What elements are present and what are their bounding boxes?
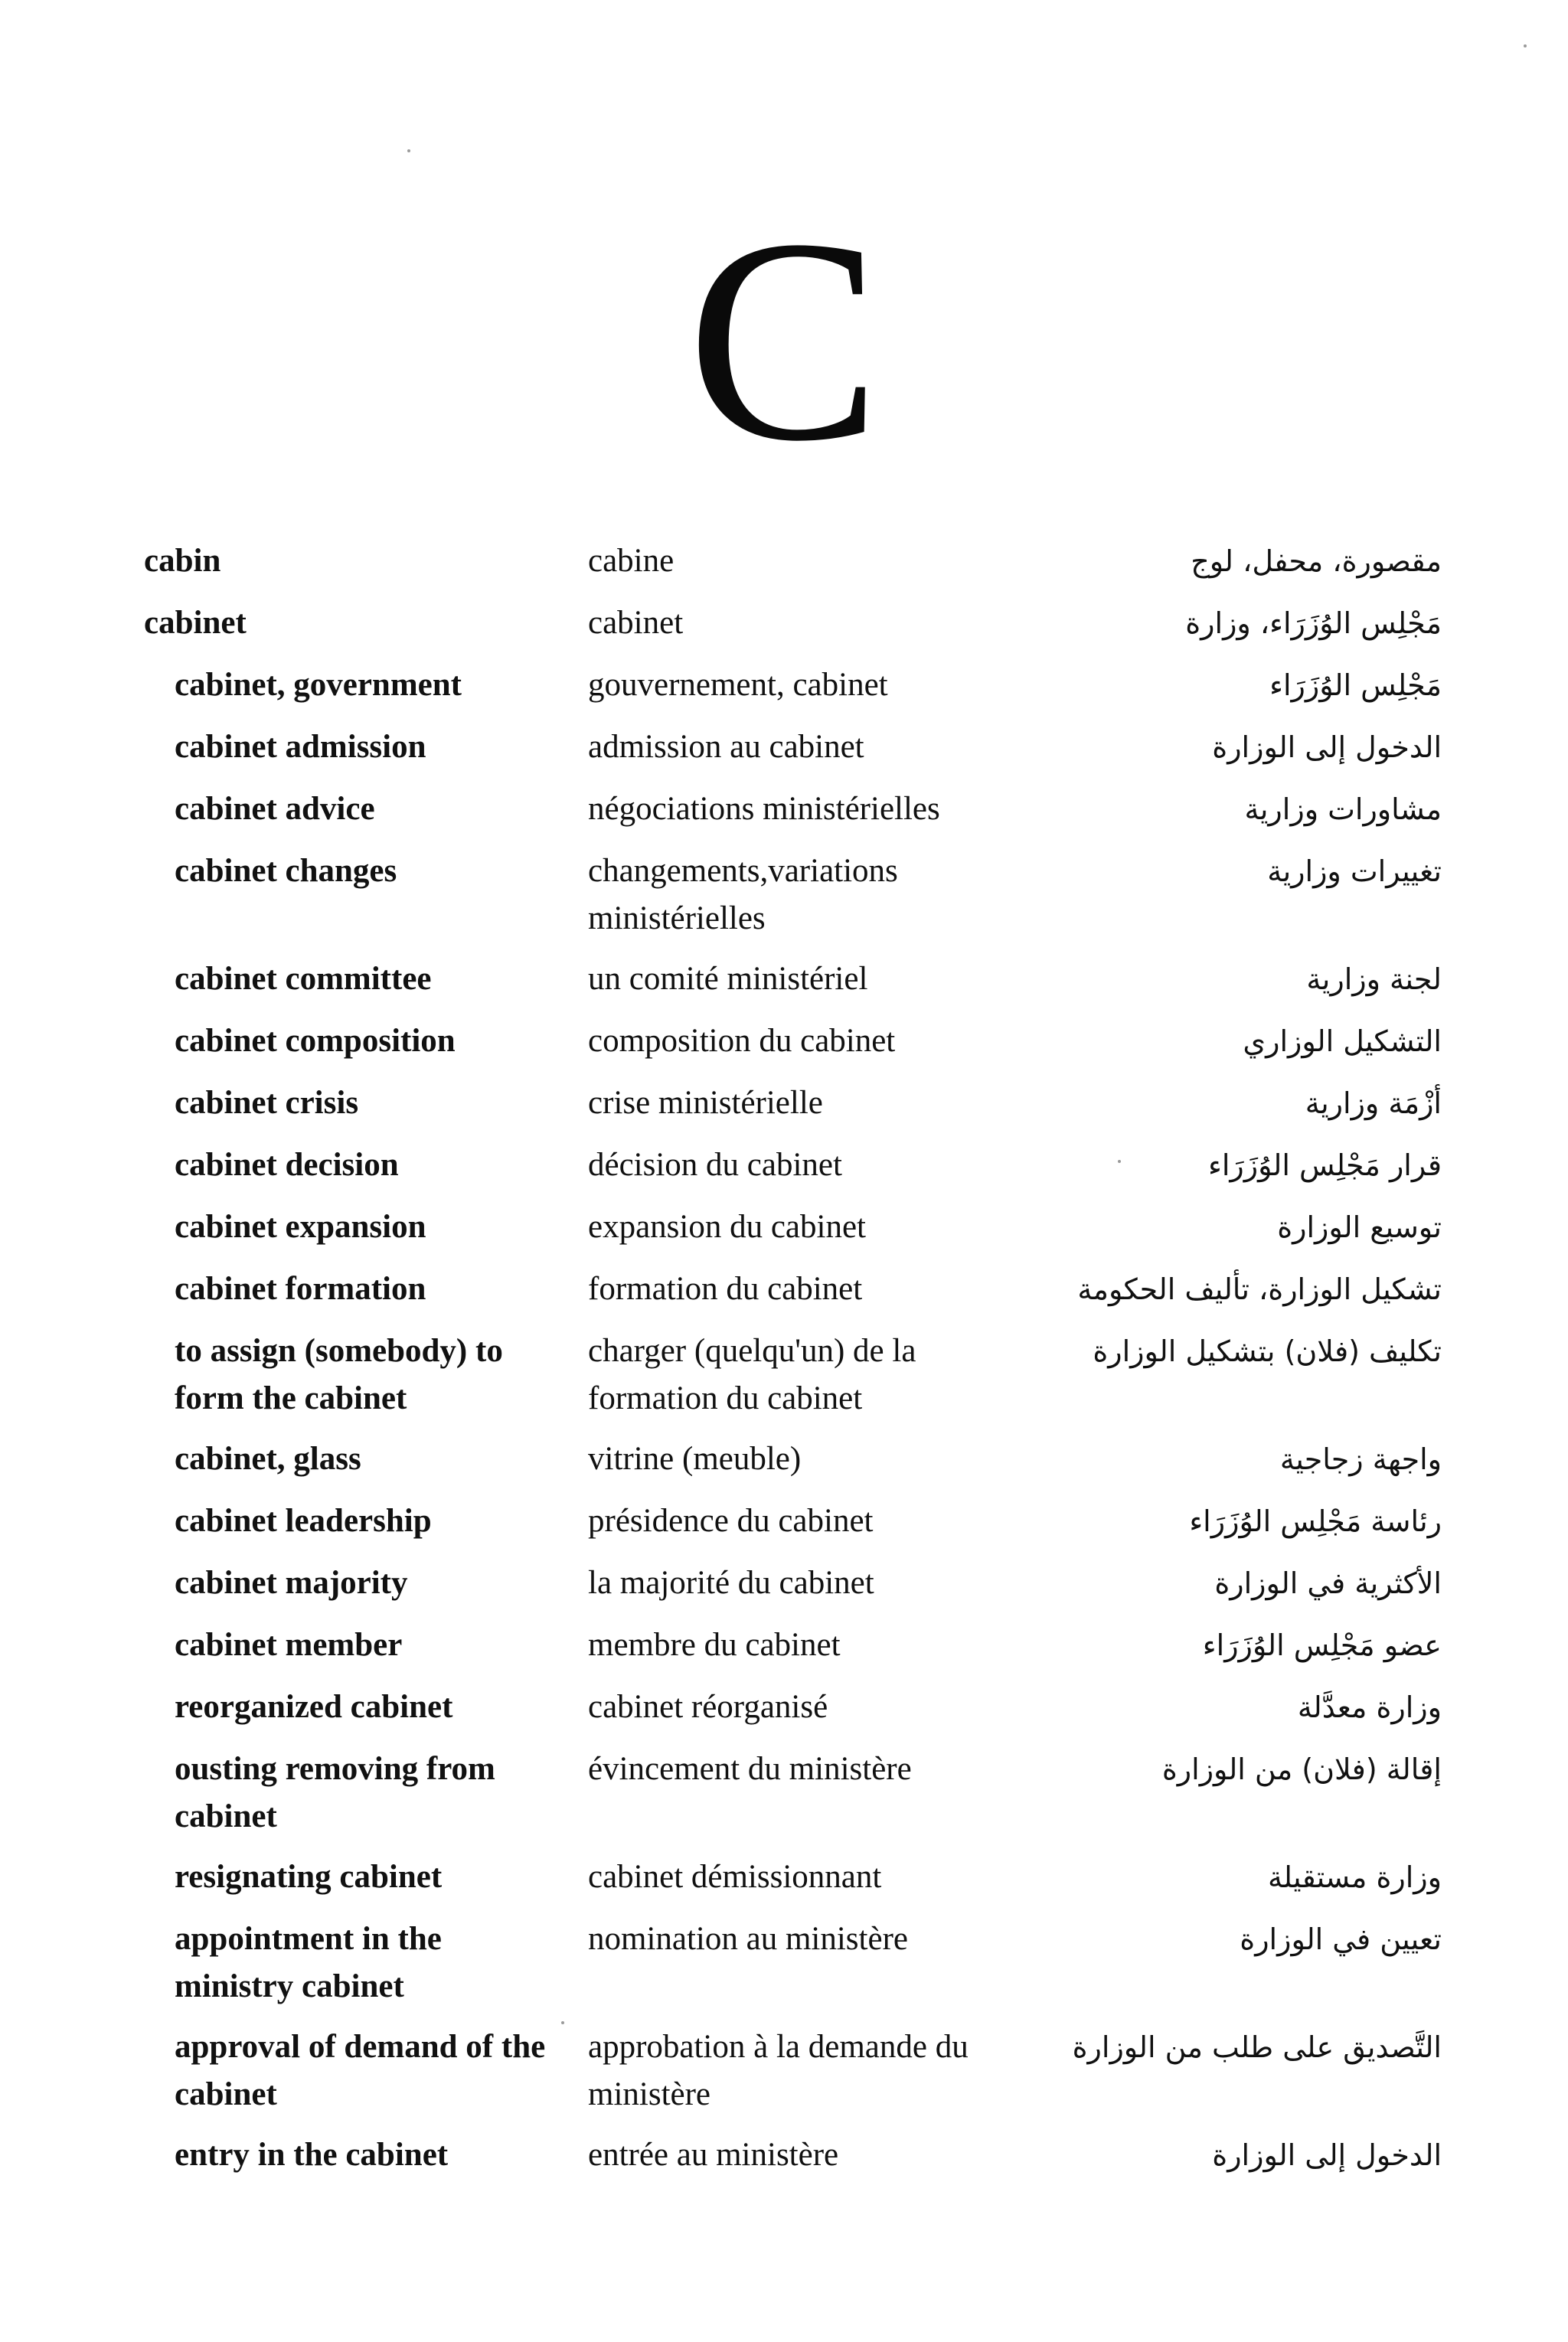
entry-french: admission au cabinet	[588, 729, 864, 765]
entry-arabic: لجنة وزارية	[1306, 962, 1442, 996]
entry-row	[0, 1560, 1568, 1622]
entry-french: décision du cabinet	[588, 1147, 842, 1183]
entry-row	[0, 1328, 1568, 1436]
entry-row	[0, 848, 1568, 955]
entry-arabic: وزارة مستقيلة	[1268, 1860, 1442, 1894]
entry-row	[0, 661, 1568, 724]
entry-english: cabinet advice	[175, 791, 375, 827]
entry-arabic: مقصورة، محفل، لوج	[1191, 544, 1442, 578]
entry-arabic: تعيين في الوزارة	[1240, 1922, 1442, 1956]
page-speck	[1524, 44, 1527, 47]
entry-row	[0, 1436, 1568, 1498]
page-speck	[407, 149, 410, 152]
entry-arabic: تشكيل الوزارة، تأليف الحكومة	[1077, 1272, 1442, 1306]
entry-arabic: قرار مَجْلِس الوُزَرَاء	[1207, 1148, 1442, 1182]
entry-french: cabinet	[588, 605, 684, 641]
entry-english: cabinet admission	[175, 729, 426, 765]
entry-arabic: رئاسة مَجْلِس الوُزَرَاء	[1189, 1504, 1442, 1538]
entries-list	[0, 537, 1568, 2193]
entry-english: cabinet changes	[175, 853, 397, 889]
entry-french: approbation à la demande du ministère	[588, 2029, 969, 2112]
entry-french: cabinet réorganisé	[588, 1689, 828, 1725]
entry-english: cabinet member	[175, 1627, 403, 1663]
page-speck	[1118, 1160, 1121, 1163]
entry-row	[0, 1080, 1568, 1142]
entry-arabic: واجهة زجاجية	[1279, 1442, 1442, 1476]
entry-arabic: مَجْلِس الوُزَرَاء	[1269, 668, 1442, 702]
entry-row	[0, 1498, 1568, 1560]
entry-arabic: التَّصديق على طلب من الوزارة	[1072, 2030, 1442, 2064]
entry-arabic: التشكيل الوزاري	[1243, 1024, 1442, 1058]
entry-french: expansion du cabinet	[588, 1209, 867, 1245]
entry-french: évincement du ministère	[588, 1751, 912, 1787]
entry-english: appointment in the ministry cabinet	[175, 1921, 442, 2004]
entry-arabic: وزارة معدَّلة	[1297, 1690, 1442, 1724]
entry-french: composition du cabinet	[588, 1023, 896, 1059]
entry-french: charger (quelqu'un) de la formation du cabinet	[588, 1333, 916, 1416]
entry-arabic: أزْمَة وزارية	[1305, 1086, 1442, 1120]
entry-row	[0, 786, 1568, 848]
entry-english: cabinet, glass	[175, 1441, 361, 1477]
entry-row	[0, 1684, 1568, 1746]
section-letter: C	[687, 179, 881, 501]
entry-english: cabinet expansion	[175, 1209, 426, 1245]
entry-french: formation du cabinet	[588, 1271, 863, 1307]
entry-row	[0, 1266, 1568, 1328]
entry-arabic: تكليف (فلان) بتشكيل الوزارة	[1093, 1334, 1442, 1368]
entry-row	[0, 724, 1568, 786]
entry-english: reorganized cabinet	[175, 1689, 453, 1725]
entry-english: cabinet decision	[175, 1147, 399, 1183]
entry-french: cabine	[588, 543, 675, 579]
entry-row	[0, 537, 1568, 599]
entry-french: crise ministérielle	[588, 1085, 823, 1121]
entry-arabic: إقالة (فلان) من الوزارة	[1161, 1752, 1442, 1786]
entry-row	[0, 955, 1568, 1017]
entry-english: cabinet	[144, 605, 247, 641]
entry-arabic: الدخول إلى الوزارة	[1212, 730, 1442, 764]
entry-arabic: تغييرات وزارية	[1267, 854, 1442, 888]
entry-row	[0, 2024, 1568, 2131]
entry-french: présidence du cabinet	[588, 1503, 874, 1539]
entry-arabic: الأكثرية في الوزارة	[1214, 1566, 1442, 1600]
entry-row	[0, 2131, 1568, 2193]
entry-english: cabinet leadership	[175, 1503, 432, 1539]
entry-french: changements,variations ministérielles	[588, 853, 898, 936]
entry-english: resignating cabinet	[175, 1859, 443, 1895]
entry-arabic: عضو مَجْلِس الوُزَرَاء	[1202, 1628, 1442, 1662]
entry-french: nomination au ministère	[588, 1921, 908, 1957]
entry-english: cabinet composition	[175, 1023, 456, 1059]
entry-english: to assign (somebody) to form the cabinet	[175, 1333, 503, 1416]
entry-row	[0, 1854, 1568, 1916]
entry-row	[0, 1017, 1568, 1080]
entry-english: cabinet majority	[175, 1565, 408, 1601]
entry-row	[0, 1746, 1568, 1854]
entry-row	[0, 1622, 1568, 1684]
entry-row	[0, 1204, 1568, 1266]
entry-english: cabinet committee	[175, 961, 432, 997]
entry-english: entry in the cabinet	[175, 2137, 449, 2173]
entry-french: gouvernement, cabinet	[588, 667, 888, 703]
entry-french: entrée au ministère	[588, 2137, 839, 2173]
entry-english: cabinet crisis	[175, 1085, 359, 1121]
entry-english: approval of demand of the cabinet	[175, 2029, 546, 2112]
entry-arabic: مشاورات وزارية	[1244, 792, 1442, 826]
entry-french: cabinet démissionnant	[588, 1859, 882, 1895]
entry-french: vitrine (meuble)	[588, 1441, 802, 1477]
entry-french: membre du cabinet	[588, 1627, 841, 1663]
entry-english: ousting removing from cabinet	[175, 1751, 495, 1834]
entry-english: cabin	[144, 543, 221, 579]
entry-row	[0, 1916, 1568, 2024]
entry-english: cabinet formation	[175, 1271, 426, 1307]
entry-french: négociations ministérielles	[588, 791, 940, 827]
entry-french: la majorité du cabinet	[588, 1565, 874, 1601]
entry-arabic: الدخول إلى الوزارة	[1212, 2138, 1442, 2172]
entry-row	[0, 1142, 1568, 1204]
entry-english: cabinet, government	[175, 667, 462, 703]
entry-row	[0, 599, 1568, 661]
page-speck	[561, 2021, 564, 2024]
entry-arabic: مَجْلِس الوُزَرَاء، وزارة	[1185, 606, 1442, 640]
entry-french: un comité ministériel	[588, 961, 868, 997]
entry-arabic: توسيع الوزارة	[1277, 1210, 1442, 1244]
